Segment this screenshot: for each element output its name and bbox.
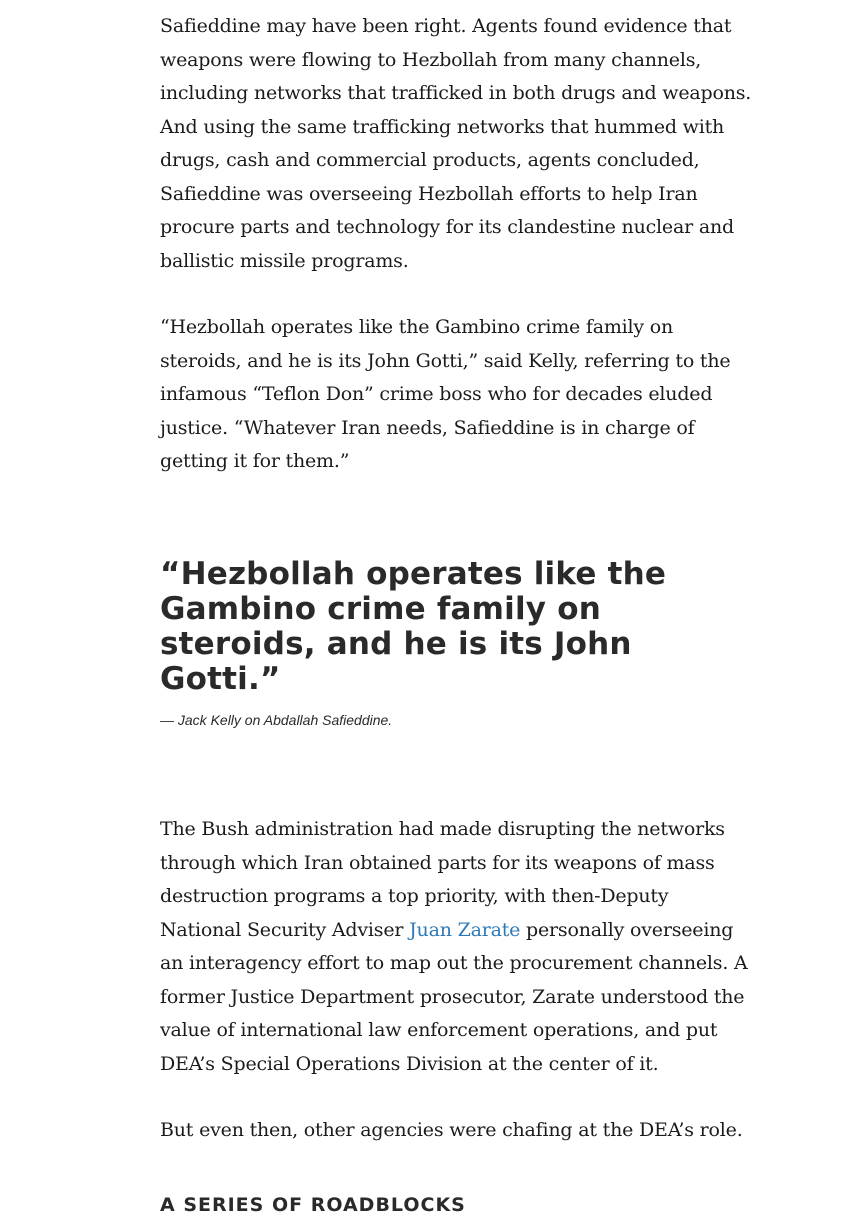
text-segment: personally overseeing <box>520 918 734 941</box>
paragraph-line: destruction programs a top priority, with then-Deputy <box>160 885 669 907</box>
paragraph-line: And using the same trafficking networks that hummed with <box>160 115 725 138</box>
paragraph-line: ballistic missile programs. <box>160 249 409 272</box>
paragraph-line: justice. “Whatever Iran needs, Safieddine is in charge of <box>160 416 695 439</box>
pull-quote <box>160 557 666 697</box>
pull-quote-attribution: — Jack Kelly on Abdallah Safieddine. <box>160 712 393 728</box>
paragraph-line: an interagency effort to map out the procurement channels. A <box>160 952 748 974</box>
paragraph-line: steroids, and he is its John Gotti,” said Kelly, referring to the <box>160 349 731 372</box>
paragraph-line: weapons were flowing to Hezbollah from many channels, <box>160 48 702 71</box>
paragraph-kelly-quote <box>160 311 730 479</box>
paragraph-line: former Justice Department prosecutor, Zarate understood the <box>160 985 745 1008</box>
paragraph-line: DEA’s Special Operations Division at the center of it. <box>160 1052 659 1075</box>
paragraph-line: drugs, cash and commercial products, agents concluded, <box>160 149 700 171</box>
paragraph-line <box>160 914 748 948</box>
paragraph-line: Safieddine may have been right. Agents found evidence that <box>160 15 732 37</box>
paragraph-agencies-chafing <box>160 1114 743 1148</box>
paragraph-line: But even then, other agencies were chafing at the DEA’s role. <box>160 1119 743 1141</box>
section-heading: A SERIES OF ROADBLOCKS <box>160 1194 466 1216</box>
pull-quote-line: Gambino crime family on <box>160 591 601 627</box>
paragraph-line: Safieddine was overseeing Hezbollah efforts to help Iran <box>160 182 698 205</box>
paragraph-line: procure parts and technology for its clandestine nuclear and <box>160 216 734 238</box>
text-segment: National Security Adviser <box>160 918 410 941</box>
paragraph-line: The Bush administration had made disrupting the networks <box>160 818 725 840</box>
juan-zarate-link[interactable]: Juan Zarate <box>409 918 521 941</box>
paragraph-line: through which Iran obtained parts for its weapons of mass <box>160 851 715 874</box>
paragraph-line: getting it for them.” <box>160 450 350 472</box>
paragraph-line: value of international law enforcement operations, and put <box>160 1019 718 1041</box>
paragraph-line: including networks that trafficked in both drugs and weapons. <box>160 82 752 104</box>
pull-quote-line: Gotti.” <box>160 661 281 697</box>
paragraph-line: infamous “Teflon Don” crime boss who for decades eluded <box>160 383 713 405</box>
pull-quote-line: steroids, and he is its John <box>160 626 632 662</box>
paragraph-bush-administration <box>160 813 748 1081</box>
paragraph-safieddine-right <box>160 10 751 278</box>
pull-quote-line: “Hezbollah operates like the <box>160 556 667 592</box>
paragraph-line: “Hezbollah operates like the Gambino crime family on <box>160 316 674 338</box>
